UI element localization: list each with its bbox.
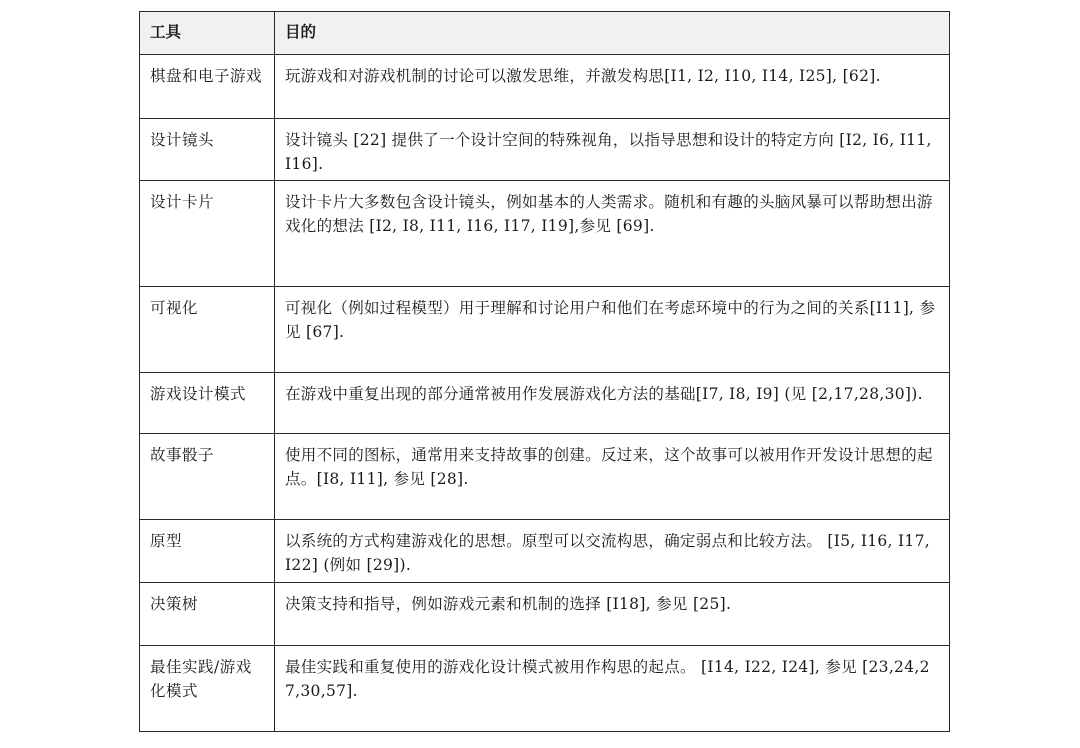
header-purpose: 目的 — [275, 12, 950, 55]
tool-cell: 游戏设计模式 — [140, 373, 275, 434]
purpose-cell: 使用不同的图标，通常用来支持故事的创建。反过来，这个故事可以被用作开发设计思想的起点。[I8, I11], 参见 [28]. — [275, 434, 950, 520]
purpose-cell: 可视化（例如过程模型）用于理解和讨论用户和他们在考虑环境中的行为之间的关系[I11], 参见 [67]. — [275, 287, 950, 373]
tool-cell: 决策树 — [140, 583, 275, 646]
purpose-cell: 设计镜头 [22] 提供了一个设计空间的特殊视角，以指导思想和设计的特定方向 [I2, I6, I11, I16]. — [275, 119, 950, 181]
tool-cell: 故事骰子 — [140, 434, 275, 520]
tool-cell: 设计卡片 — [140, 181, 275, 287]
purpose-cell: 以系统的方式构建游戏化的思想。原型可以交流构思，确定弱点和比较方法。 [I5, I16, I17, I22] (例如 [29]). — [275, 520, 950, 583]
purpose-cell: 决策支持和指导，例如游戏元素和机制的选择 [I18], 参见 [25]. — [275, 583, 950, 646]
table-row — [140, 55, 950, 119]
table-row — [140, 434, 950, 520]
purpose-cell: 在游戏中重复出现的部分通常被用作发展游戏化方法的基础[I7, I8, I9] (见 [2,17,28,30]). — [275, 373, 950, 434]
table-row — [140, 119, 950, 181]
purpose-cell: 设计卡片大多数包含设计镜头，例如基本的人类需求。随机和有趣的头脑风暴可以帮助想出游戏化的想法 [I2, I8, I11, I16, I17, I19],参见 [69]. — [275, 181, 950, 287]
table-row — [140, 181, 950, 287]
tool-cell: 可视化 — [140, 287, 275, 373]
table-header-row — [140, 12, 950, 55]
tool-cell: 最佳实践/游戏化模式 — [140, 646, 275, 732]
tool-cell: 设计镜头 — [140, 119, 275, 181]
tool-cell: 原型 — [140, 520, 275, 583]
purpose-cell: 最佳实践和重复使用的游戏化设计模式被用作构思的起点。 [I14, I22, I24], 参见 [23,24,27,30,57]. — [275, 646, 950, 732]
purpose-cell: 玩游戏和对游戏机制的讨论可以激发思维，并激发构思[I1, I2, I10, I14, I25], [62]. — [275, 55, 950, 119]
table-row — [140, 287, 950, 373]
header-tool: 工具 — [140, 12, 275, 55]
table-row — [140, 646, 950, 732]
table-row — [140, 583, 950, 646]
tool-cell: 棋盘和电子游戏 — [140, 55, 275, 119]
tools-table — [139, 11, 950, 732]
table-row — [140, 520, 950, 583]
table-row — [140, 373, 950, 434]
